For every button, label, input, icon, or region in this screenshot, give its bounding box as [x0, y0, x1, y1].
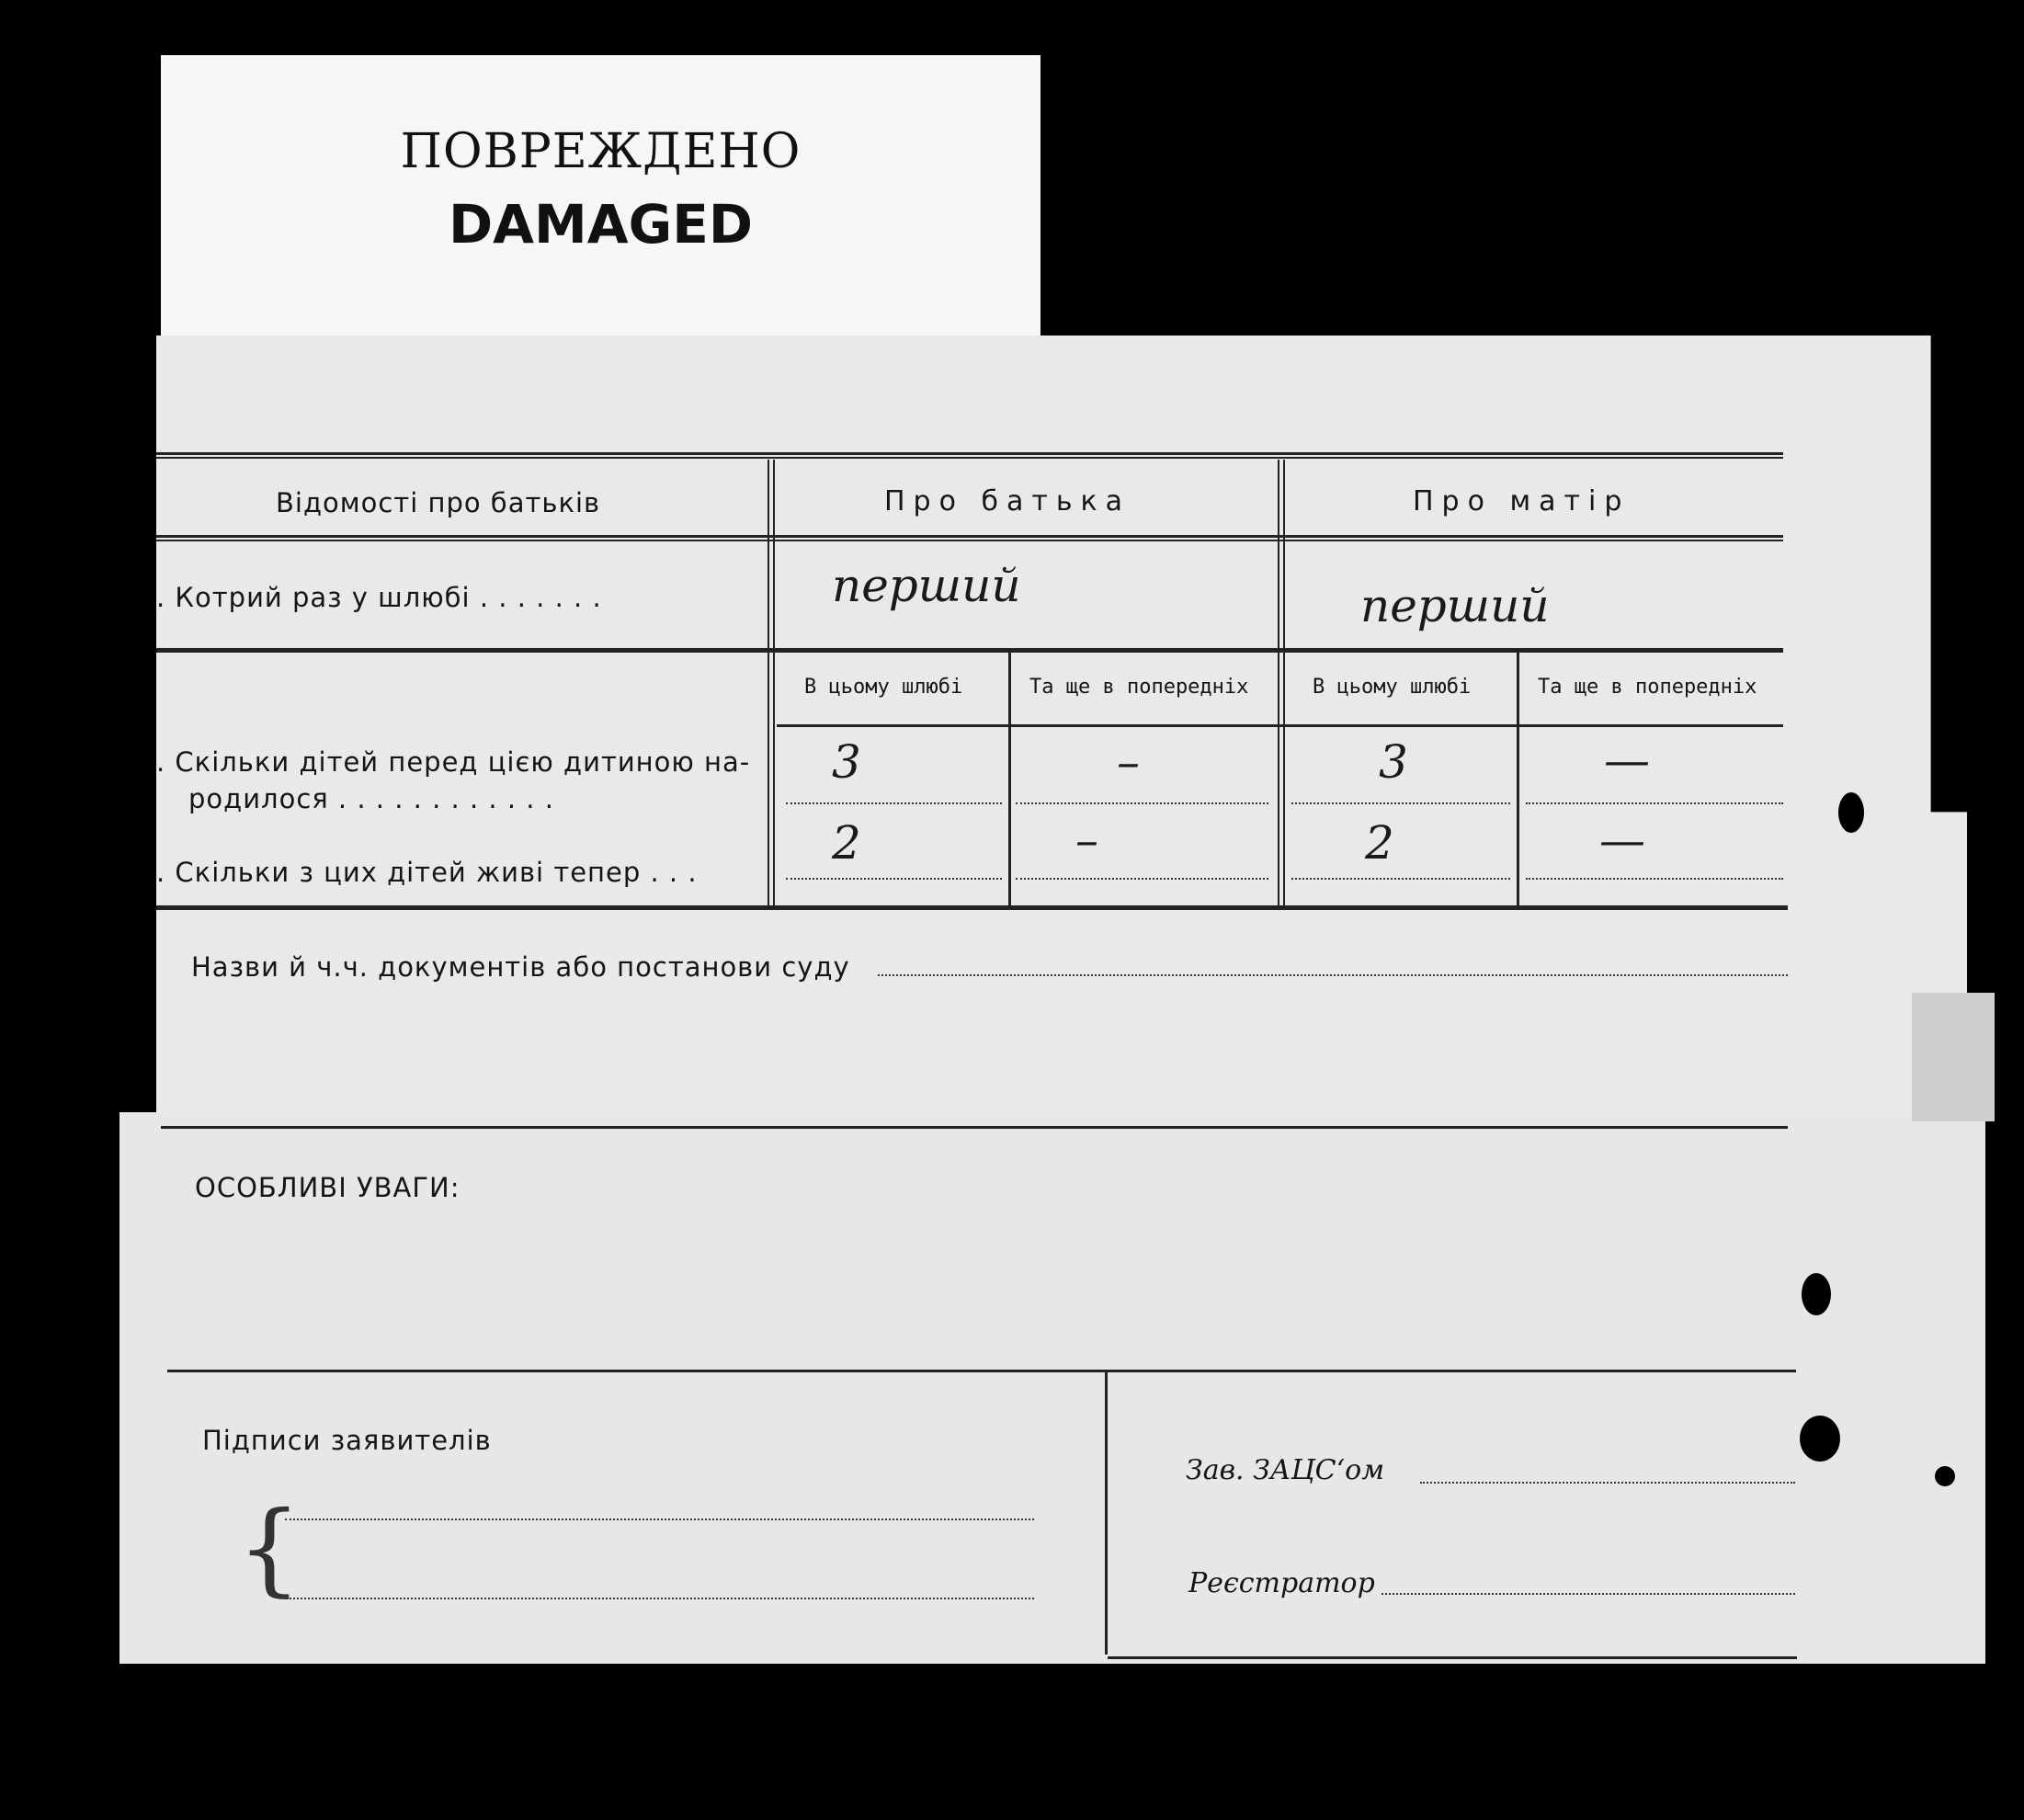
- mother-alive-prev: —: [1599, 813, 1645, 867]
- subheader-mother-prev: Та ще в попередніх: [1538, 676, 1757, 699]
- dotline-born-1: [786, 802, 1002, 804]
- col-divider-1: [768, 460, 775, 908]
- applicant-line-1: [285, 1519, 1034, 1520]
- children-alive-label: . Скільки з цих дітей живі тепер . . .: [156, 857, 698, 888]
- applicant-line-2: [287, 1598, 1034, 1599]
- father-born-this: 3: [832, 735, 861, 789]
- dotline-alive-3: [1291, 878, 1510, 880]
- documents-label: Назви й ч.ч. документів або постанови суду: [191, 951, 850, 983]
- marriage-row-rule: [156, 648, 1783, 653]
- col-divider-mother-sub: [1517, 653, 1519, 905]
- signature-bottom-rule: [1108, 1656, 1797, 1659]
- damaged-label-ru: ПОВРЕЖДЕНО: [400, 124, 802, 179]
- dotline-born-4: [1526, 802, 1783, 804]
- col-divider-2: [1278, 460, 1285, 908]
- dotline-alive-1: [786, 878, 1002, 880]
- head-zags-label: Зав. ЗАЦС‘ом: [1186, 1454, 1385, 1486]
- father-marriage-value: перший: [832, 559, 1021, 612]
- binding-hole: [1838, 792, 1864, 833]
- head-zags-line: [1420, 1482, 1795, 1484]
- father-alive-this: 2: [832, 816, 861, 870]
- damaged-label-en: DAMAGED: [448, 193, 753, 256]
- registrar-line: [1382, 1593, 1795, 1595]
- applicants-signature-label: Підписи заявителів: [202, 1425, 492, 1456]
- documents-dotline: [878, 974, 1788, 976]
- applicants-bracket: {: [237, 1489, 301, 1607]
- registrar-label: Реєстратор: [1188, 1567, 1375, 1599]
- mother-born-prev: —: [1604, 734, 1650, 787]
- subheader-father-prev: Та ще в попередніх: [1029, 676, 1249, 699]
- dotline-born-2: [1016, 802, 1268, 804]
- col-header-info: Відомості про батьків: [276, 487, 601, 518]
- children-born-label-2: родилося . . . . . . . . . . . .: [188, 783, 554, 814]
- signature-divider: [1105, 1371, 1108, 1655]
- subheader-mother-this: В цьому шлюбі: [1313, 676, 1472, 699]
- mother-born-this: 3: [1379, 735, 1408, 789]
- sheet-torn-edge: [1912, 993, 1995, 1121]
- binding-hole: [1802, 1273, 1831, 1315]
- table-bottom-rule: [156, 905, 1788, 910]
- notes-label: ОСОБЛИВІ УВАГИ:: [195, 1172, 461, 1203]
- marriage-count-label: . Котрий раз у шлюбі . . . . . . .: [156, 582, 602, 613]
- dotline-born-3: [1291, 802, 1510, 804]
- col-divider-father-sub: [1008, 653, 1011, 905]
- dotline-alive-2: [1016, 878, 1268, 880]
- mother-alive-this: 2: [1365, 816, 1394, 870]
- notes-bottom-rule: [167, 1370, 1796, 1372]
- col-header-father: Про батька: [884, 485, 1131, 518]
- dotline-alive-4: [1526, 878, 1783, 880]
- children-born-label-1: . Скільки дітей перед цією дитиною на-: [156, 746, 751, 778]
- mother-marriage-value: перший: [1360, 579, 1550, 632]
- father-alive-prev: –: [1075, 813, 1098, 867]
- header-bottom-rule: [156, 535, 1783, 541]
- documents-bottom-rule: [161, 1126, 1788, 1129]
- binding-hole: [1935, 1466, 1955, 1486]
- father-born-prev: –: [1117, 735, 1140, 789]
- table-top-rule: [156, 452, 1783, 459]
- subheader-father-this: В цьому шлюбі: [804, 676, 963, 699]
- binding-hole: [1800, 1416, 1840, 1462]
- col-header-mother: Про матір: [1413, 485, 1631, 518]
